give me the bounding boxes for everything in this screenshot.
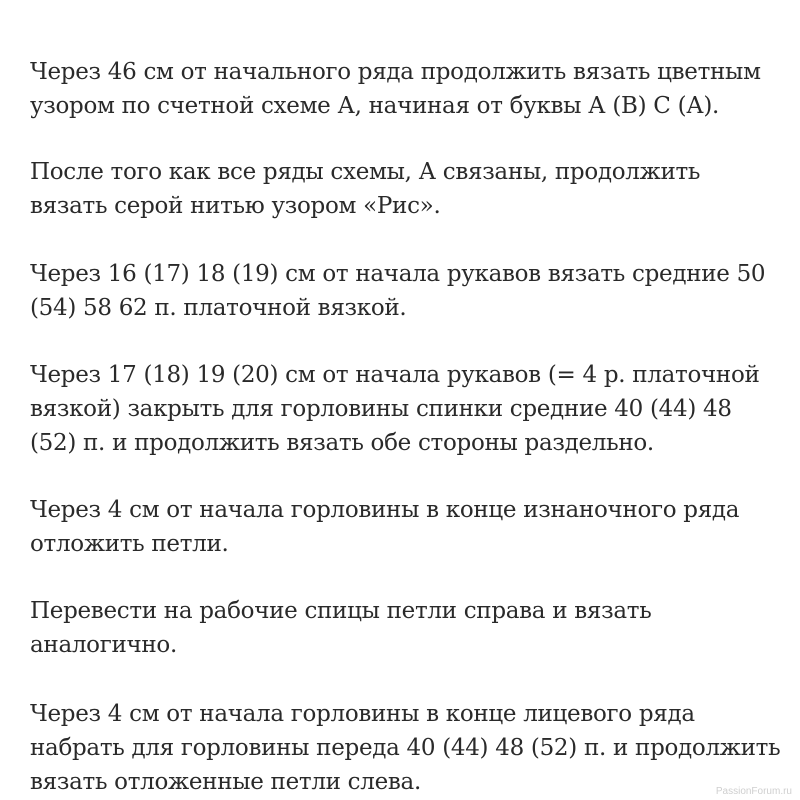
paragraph-line: отложить петли. — [30, 531, 229, 557]
paragraph-1 — [30, 55, 790, 123]
paragraph-line: Через 46 см от начального ряда продолжить вязать цветным — [30, 59, 761, 85]
paragraph-3 — [30, 257, 790, 325]
paragraph-7 — [30, 697, 790, 799]
paragraph-line: узором по счетной схеме А, начиная от буквы А (В) С (А). — [30, 93, 720, 119]
paragraph-line: (52) п. и продолжить вязать обе стороны раздельно. — [30, 430, 654, 456]
paragraph-line: Через 4 см от начала горловины в конце изнаночного ряда — [30, 497, 740, 523]
paragraph-4 — [30, 358, 790, 460]
paragraph-line: (54) 58 62 п. платочной вязкой. — [30, 295, 407, 321]
paragraph-line: Через 4 см от начала горловины в конце лицевого ряда — [30, 701, 695, 727]
paragraph-line: Перевести на рабочие спицы петли справа и вязать — [30, 598, 652, 624]
paragraph-line: Через 17 (18) 19 (20) см от начала рукавов (= 4 р. платочной — [30, 362, 760, 388]
paragraph-line: После того как все ряды схемы, А связаны, продолжить — [30, 159, 701, 185]
paragraph-5 — [30, 493, 790, 561]
paragraph-line: вязать серой нитью узором «Рис». — [30, 193, 441, 219]
watermark: PassionForum.ru — [715, 786, 792, 797]
paragraph-line: вязать отложенные петли слева. — [30, 769, 421, 795]
paragraph-line: Через 16 (17) 18 (19) см от начала рукавов вязать средние 50 — [30, 261, 766, 287]
paragraph-line: аналогично. — [30, 632, 177, 658]
paragraph-line: набрать для горловины переда 40 (44) 48 (52) п. и продолжить — [30, 735, 781, 761]
paragraph-2 — [30, 155, 790, 223]
paragraph-6 — [30, 594, 790, 662]
paragraph-line: вязкой) закрыть для горловины спинки средние 40 (44) 48 — [30, 396, 732, 422]
